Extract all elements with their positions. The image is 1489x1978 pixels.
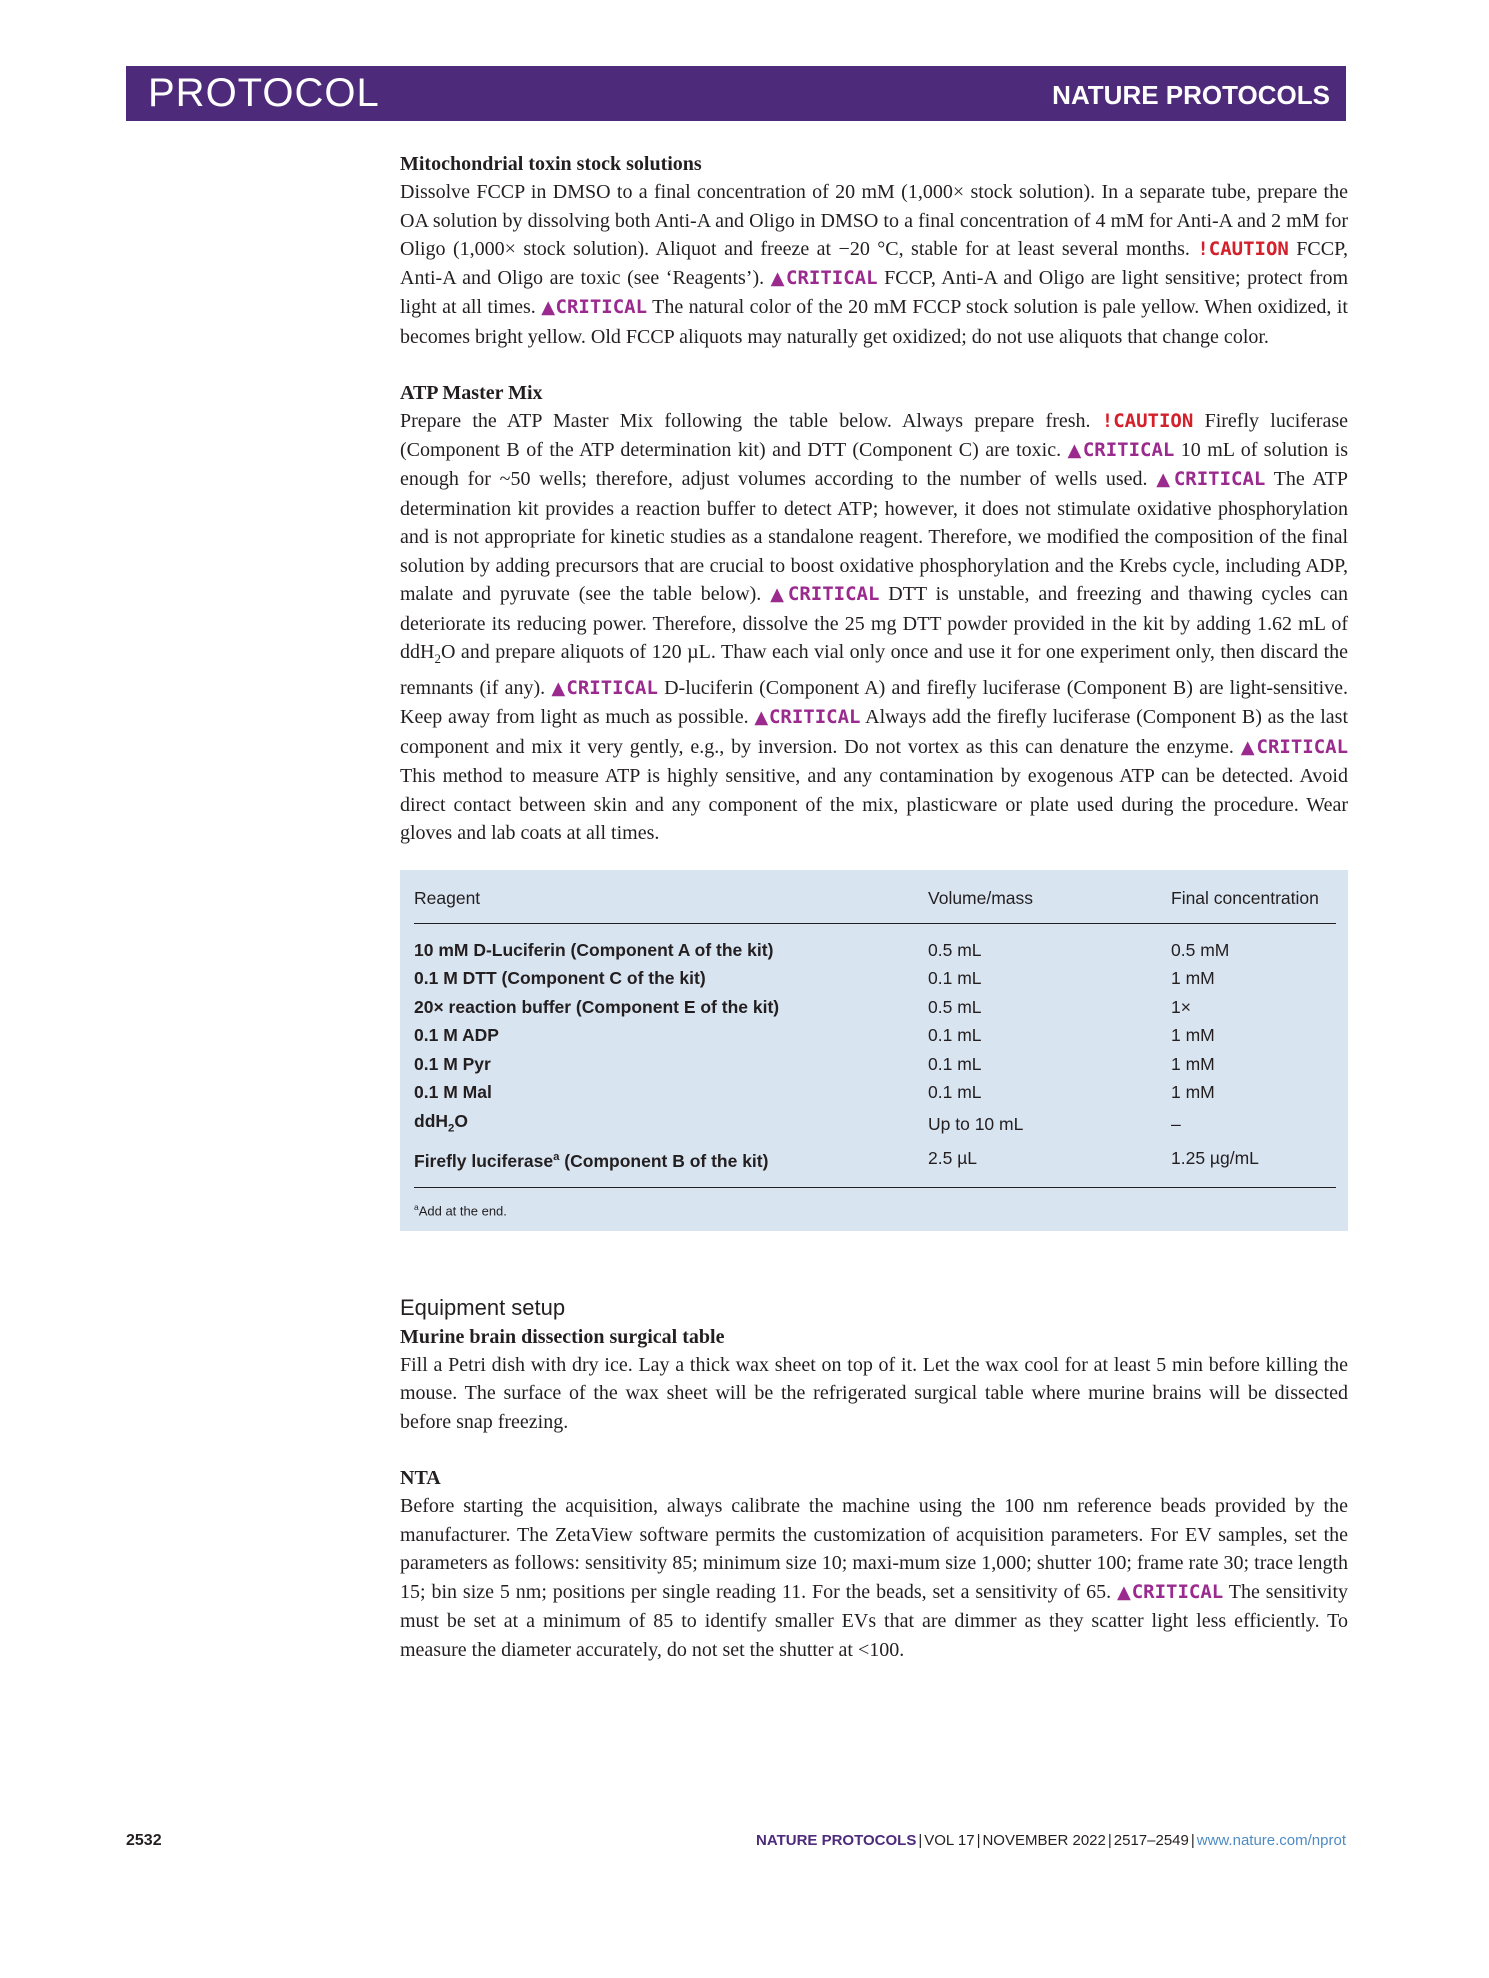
atp-master-mix-table [400,870,1348,1231]
volume-cell: 0.1 mL [928,1082,982,1102]
triangle-icon: ▲ [1067,439,1083,461]
critical-label: ▲CRITICAL [754,706,861,728]
section-title: Mitochondrial toxin stock solutions [400,153,702,175]
reagent-cell: 0.1 M DTT (Component C of the kit) [414,968,706,988]
footer-pages: 2517–2549 [1113,1832,1189,1849]
critical-label: ▲CRITICAL [551,676,658,699]
volume-cell: 0.1 mL [928,968,982,988]
text: 10 mL of solution is enough for ~50 wells; therefore, adjust volumes according to the number of wells used. [400,438,1349,490]
critical-label: ▲CRITICAL [1067,438,1175,461]
triangle-icon: ▲ [1240,736,1257,758]
footer-volume: VOL 17 [924,1832,975,1849]
header-bar [126,66,1346,121]
footer-citation: NATURE PROTOCOLS | VOL 17 | NOVEMBER 2022 | 2517–2549 | www.nature.com/nprot [756,1832,1346,1849]
conc-cell: 1× [1171,996,1191,1017]
caution-label: !CAUTION [1197,238,1289,260]
text: This method to measure ATP is highly sensitive, and any contamination by exogenous ATP can be detected. Avoid direct contact between skin and any component of the mix, plasticware or plate used during the procedure. Wear gloves and lab coats at all times. [400,765,1348,844]
table-row [414,1078,1336,1107]
section-atp [400,379,1348,1231]
table-row [414,923,1336,964]
table-row [414,1021,1336,1050]
conc-cell: – [1171,1114,1181,1135]
header-volume: Volume/mass [928,886,1171,924]
critical-label: ▲CRITICAL [1116,1580,1224,1603]
critical-label: ▲CRITICAL [1156,468,1266,490]
reagent-table [414,886,1336,1189]
critical-label: ▲CRITICAL [770,266,878,289]
reagent-cell: ddH$_2$O [414,1110,468,1134]
journal-name: NATURE PROTOCOLS [1052,80,1330,110]
text: DTT is unstable, and freezing and thawing cycles can deteriorate its reducing power. Therefore, dissolve the 25 mg DTT powder provided in the kit by adding 1.62 mL of ddH [400,583,1349,663]
triangle-icon: ▲ [1116,1581,1132,1603]
triangle-icon: ▲ [770,267,787,289]
conc-cell: 1 mM [1171,1053,1215,1074]
table-row [414,993,1336,1022]
subsection-title: Murine brain dissection surgical table [400,1325,725,1348]
critical-label: ▲CRITICAL [1240,735,1349,758]
header-concentration: Final concentration [1171,886,1336,924]
text: Prepare the ATP Master Mix following the table below. Always prepare fresh. [400,410,1091,432]
triangle-icon: ▲ [754,707,769,728]
footer-date: NOVEMBER 2022 [982,1832,1106,1849]
text: Dissolve FCCP in DMSO to a final concentration of 20 mM (1,000× stock solution). In a separate tube, prepare the OA solution by dissolving both Anti-A and Oligo in DMSO to a final concentration of 4 mM for Anti-A and 2 mM for Oligo (1,000× stock solution). Aliquot and freeze at −20 °C, stable for at least several months. [400,181,1348,260]
text: The natural color of the 20 mM FCCP stock solution is pale yellow. When oxidized, it becomes bright yellow. Old FCCP aliquots may naturally get oxidized; do not use aliquots that change color. [400,296,1348,348]
paragraph [400,1492,1348,1664]
section-equipment [400,1293,1348,1437]
paragraph: Fill a Petri dish with dry ice. Lay a thick wax sheet on top of it. Let the wax cool for at least 5 min before killing the mouse. The surface of the wax sheet will be the refrigerated surgical table where murine brains will be dissected before snap freezing. [400,1353,1348,1433]
text: D-luciferin (Component A) and firefly luciferase (Component B) are light-sensitive. Keep away from light as much as possible. [400,676,1349,728]
reagent-cell: 0.1 M Pyr [414,1053,491,1074]
reagent-cell: 10 mM D-Luciferin (Component A of the kit) [414,939,774,960]
section-title: ATP Master Mix [400,382,543,404]
caution-label: !CAUTION [1101,410,1194,432]
text: Firefly luciferase (Component B of the ATP determination kit) and DTT (Component C) are toxic. [400,410,1348,461]
header-reagent: Reagent [414,886,928,924]
section-title: NTA [400,1467,441,1490]
footer-journal: NATURE PROTOCOLS [756,1832,917,1849]
table-row [414,964,1336,993]
text: The sensitivity must be set at a minimum of 85 to identify smaller EVs that are dimmer as they scatter light less efficiently. To measure the diameter accurately, do not set the shutter at <100. [400,1580,1349,1661]
text: Before starting the acquisition, always calibrate the machine using the 100 nm reference beads provided by the manufacturer. The ZetaView software permits the customization of acquisition parameters. For EV samples, set the parameters as follows: sensitivity 85; minimum size 10; maxi-mum size 1,000; shutter 100; frame rate 30; trace length 15; bin size 5 nm; positions per single reading 11. For the beads, set a sensitivity of 65. [400,1495,1348,1603]
reagent-cell: 0.1 M ADP [414,1025,499,1045]
volume-cell: 2.5 µL [928,1143,1171,1188]
table-header-row [414,886,1336,924]
volume-cell: 0.1 mL [928,1025,982,1045]
section-title: Equipment setup [400,1294,566,1320]
main-content [400,150,1348,1664]
conc-cell: 1 mM [1171,1082,1215,1102]
conc-cell: 1.25 µg/mL [1171,1143,1336,1188]
reagent-cell: Firefly luciferase$^a$ (Component B of the kit) [414,1143,928,1188]
subscript: 2 [434,651,441,666]
text: O and prepare aliquots of 120 µL. Thaw each vial only once and use it for one experiment only, then discard the remnants (if any). [400,641,1348,699]
volume-cell: 0.5 mL [928,939,982,960]
text: FCCP, Anti-A and Oligo are toxic (see ‘Reagents’). [400,238,1349,289]
volume-cell: 0.5 mL [928,996,982,1017]
conc-cell: 0.5 mM [1171,939,1230,960]
page-number: 2532 [126,1832,162,1849]
volume-cell: 0.1 mL [928,1053,982,1074]
conc-cell: 1 mM [1171,1025,1215,1045]
table-footnote: $^a$Add at the end. [414,1202,507,1219]
reagent-cell: 20× reaction buffer (Component E of the kit) [414,996,780,1017]
reagent-cell: 0.1 M Mal [414,1082,492,1102]
text: The ATP determination kit provides a reaction buffer to detect ATP; however, it does not stimulate oxidative phosphorylation and is not appropriate for kinetic studies as a standalone reagent. Therefore, we modified the composition of the final solution by adding precursors that are crucial to boost oxidative phosphorylation and the Krebs cycle, including ADP, malate and pyruvate (see the table below). [400,468,1348,605]
text: Always add the firefly luciferase (Component B) as the last component and mix it very gently, e.g., by inversion. Do not vortex as this can denature the enzyme. [400,706,1349,758]
paragraph [400,407,1348,848]
triangle-icon: ▲ [551,677,567,699]
triangle-icon: ▲ [770,584,788,605]
critical-label: ▲CRITICAL [541,296,648,318]
critical-label: ▲CRITICAL [770,583,880,605]
section-nta [400,1464,1348,1664]
triangle-icon: ▲ [1156,469,1174,490]
protocol-label: PROTOCOL [148,71,380,115]
table-row [414,1143,1336,1188]
footer-url-link[interactable]: www.nature.com/nprot [1196,1832,1346,1849]
volume-cell: Up to 10 mL [928,1114,1024,1135]
section-toxin [400,150,1348,351]
paragraph [400,178,1348,351]
conc-cell: 1 mM [1171,968,1215,988]
table-row [414,1107,1336,1143]
text: FCCP, Anti-A and Oligo are light sensitive; protect from light at all times. [400,266,1349,318]
triangle-icon: ▲ [541,297,556,318]
table-row [414,1050,1336,1079]
